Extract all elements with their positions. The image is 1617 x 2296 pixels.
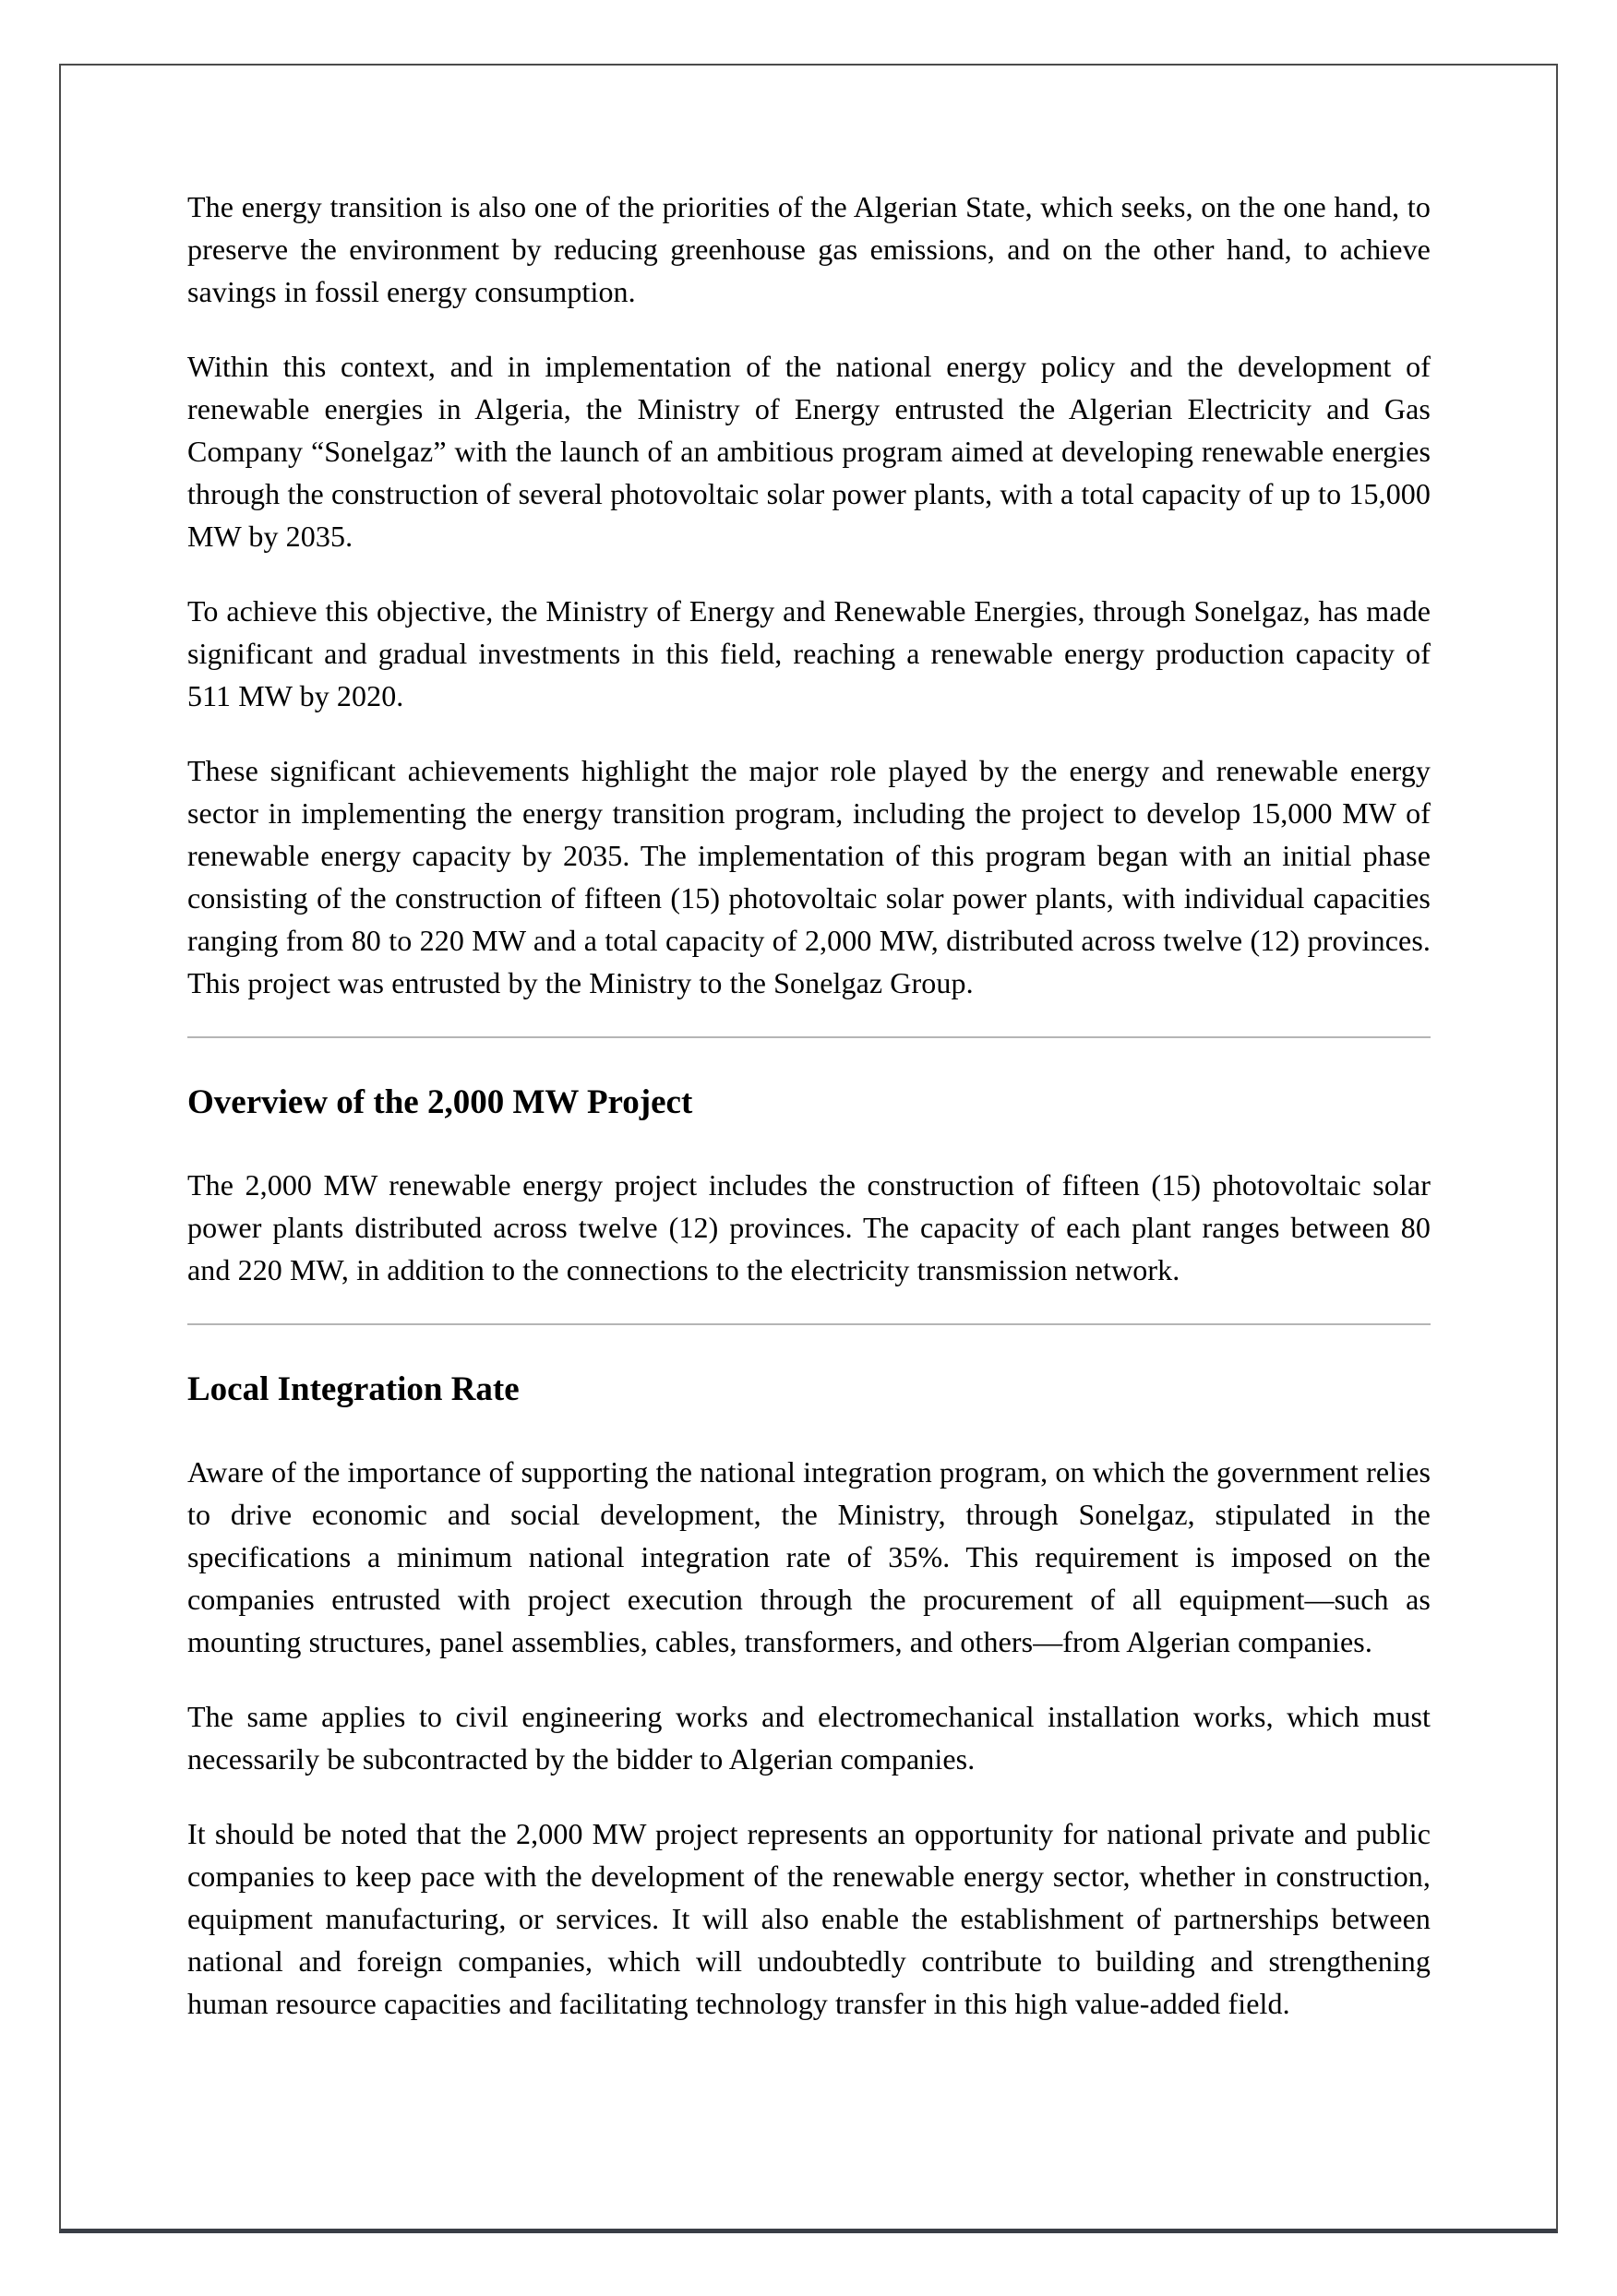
local-integration-paragraph-3: It should be noted that the 2,000 MW project represents an opportunity for national private and public companies to keep pace with the development of the renewable energy sector, whether in construction, equipment manufacturing, or services. It will also enable the establishment of partnerships between national and foreign companies, which will undoubtedly contribute to building and strengthening human resource capacities and facilitating technology transfer in this high value-added field.: [187, 1817, 1431, 2020]
section-heading-local-integration-rate: Local Integration Rate: [187, 1370, 520, 1408]
section-divider: [187, 1036, 1431, 1038]
intro-paragraph-2: Within this context, and in implementation of the national energy policy and the development of renewable energies in Algeria, the Ministry of Energy entrusted the Algerian Electricity and Gas Company “Sonelgaz” with the launch of an ambitious program aimed at developing renewable energies through the construction of several photovoltaic solar power plants, with a total capacity of up to 15,000 MW by 2035.: [187, 350, 1431, 553]
intro-paragraph-4: These significant achievements highlight the major role played by the energy and renewable energy sector in implementing the energy transition program, including the project to develop 15,000 MW of renewable energy capacity by 2035. The implementation of this program began with an initial phase consisting of the construction of fifteen (15) photovoltaic solar power plants, with individual capacities ranging from 80 to 220 MW and a total capacity of 2,000 MW, distributed across twelve (12) provinces. This project was entrusted by the Ministry to the Sonelgaz Group.: [187, 754, 1431, 999]
section-divider: [187, 1323, 1431, 1325]
local-integration-paragraph-1: Aware of the importance of supporting the national integration program, on which the government relies to drive economic and social development, the Ministry, through Sonelgaz, stipulated in the specifications a minimum national integration rate of 35%. This requirement is imposed on the companies entrusted with project execution through the procurement of all equipment—such as mounting structures, panel assemblies, cables, transformers, and others—from Algerian companies.: [187, 1455, 1431, 1658]
document-page: [59, 64, 1558, 2233]
section-heading-overview: Overview of the 2,000 MW Project: [187, 1083, 693, 1121]
overview-paragraph-1: The 2,000 MW renewable energy project includes the construction of fifteen (15) photovoltaic solar power plants distributed across twelve (12) provinces. The capacity of each plant ranges between 80 and 220 MW, in addition to the connections to the electricity transmission network.: [187, 1168, 1431, 1286]
intro-paragraph-3: To achieve this objective, the Ministry of Energy and Renewable Energies, through Sonelgaz, has made significant and gradual investments in this field, reaching a renewable energy production capacity of 511 MW by 2020.: [187, 594, 1431, 712]
local-integration-paragraph-2: The same applies to civil engineering works and electromechanical installation works, which must necessarily be subcontracted by the bidder to Algerian companies.: [187, 1700, 1431, 1776]
intro-paragraph-1: The energy transition is also one of the priorities of the Algerian State, which seeks, on the one hand, to preserve the environment by reducing greenhouse gas emissions, and on the other hand, to achieve savings in fossil energy consumption.: [187, 190, 1431, 308]
